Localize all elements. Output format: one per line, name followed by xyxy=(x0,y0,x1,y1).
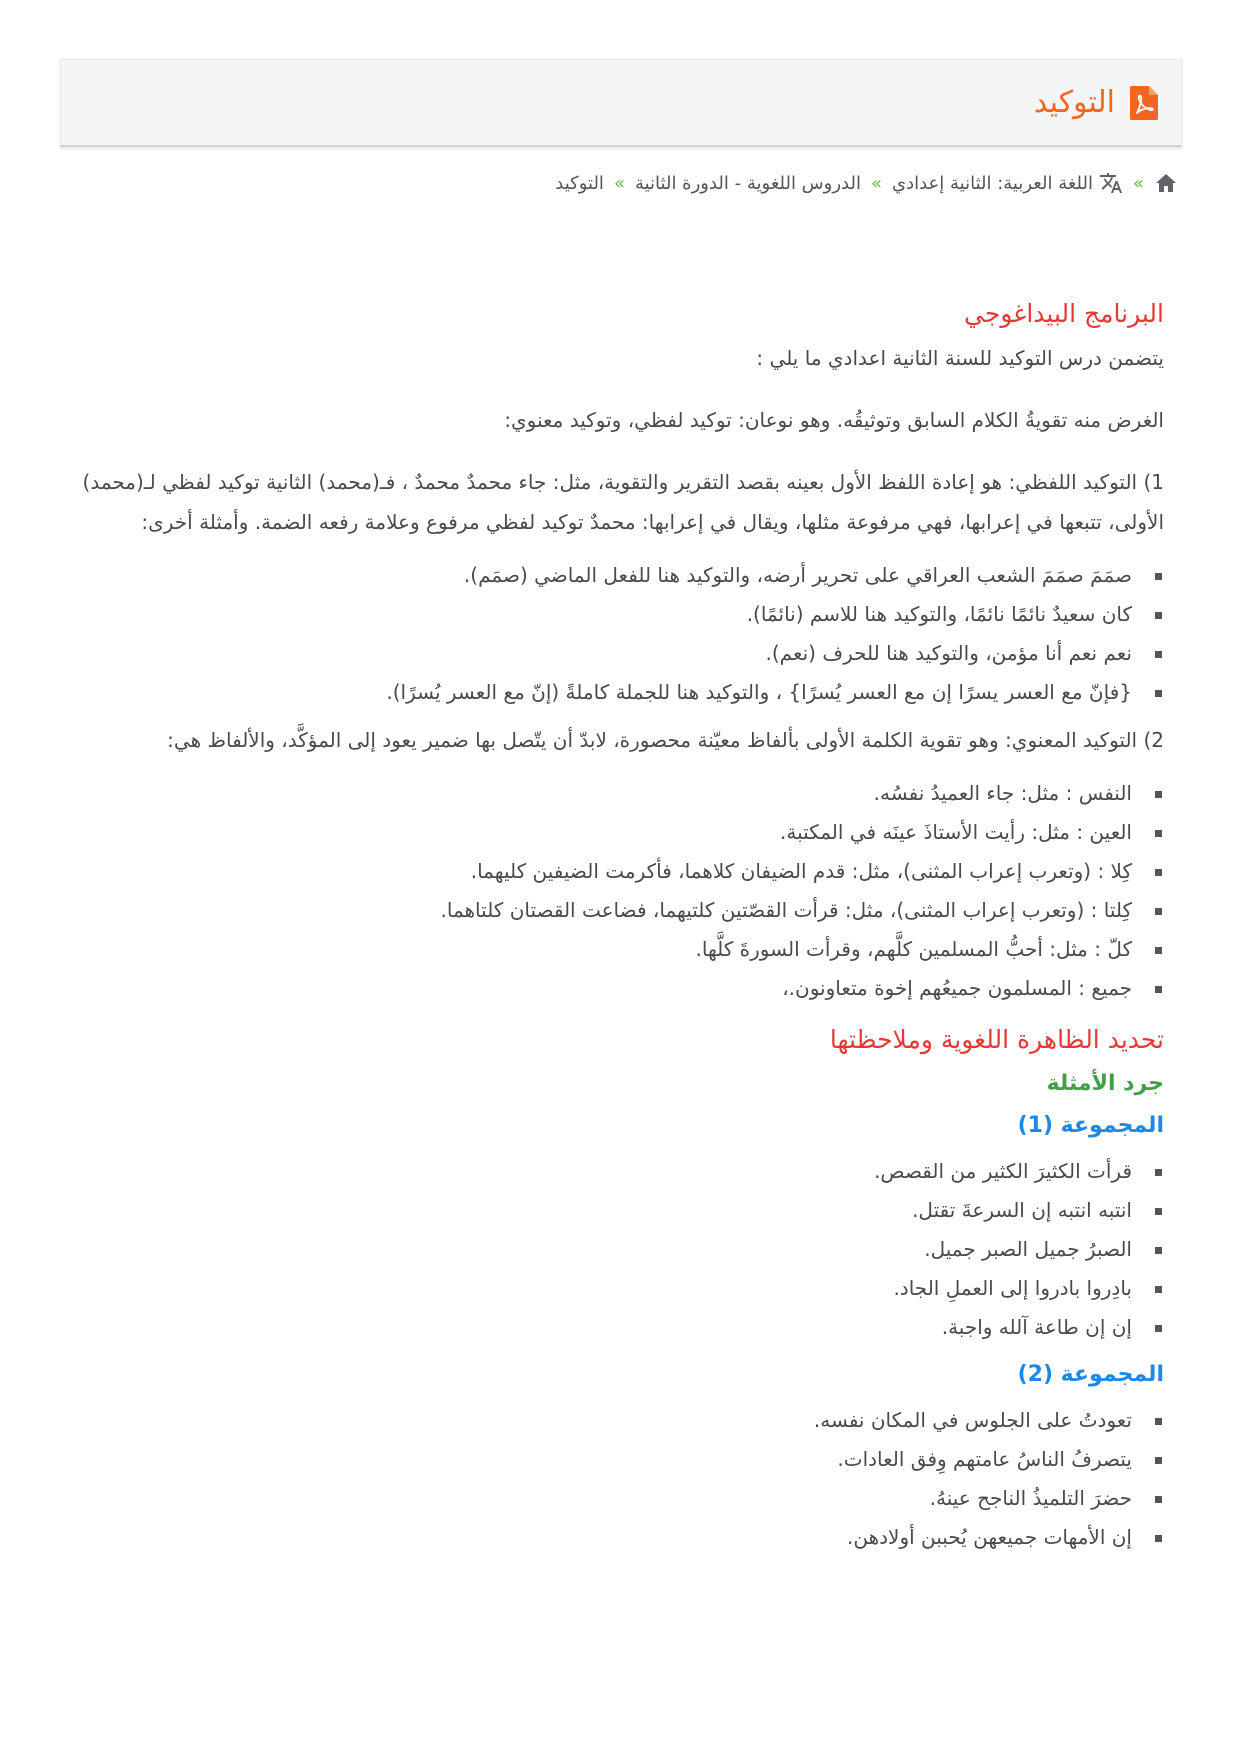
list-item: الصبرُ جميل الصبر جميل. xyxy=(74,1230,1164,1269)
section-title-phenomenon: تحديد الظاهرة اللغوية وملاحظتها xyxy=(829,1025,1164,1054)
list-item: تعودتُ على الجلوس في المكان نفسه. xyxy=(74,1401,1164,1440)
list-item: {فإنّ مع العسر يسرًا إن مع العسر يُسرًا} ، والتوكيد هنا للجملة كاملةً (إنّ مع العسر يُسرًا). xyxy=(74,673,1164,712)
page-header xyxy=(60,59,1182,147)
list-item: قرأت الكثيرَ الكثير من القصص. xyxy=(74,1152,1164,1191)
group-2-list xyxy=(74,1401,1164,1557)
list-item: إن الأمهات جميعهن يُحببن أولادهن. xyxy=(74,1518,1164,1557)
breadcrumb-separator: » xyxy=(1132,172,1144,194)
manawi-definition: 2) التوكيد المعنوي: وهو تقوية الكلمة الأولى بألفاظ معيّنة محصورة، لابدّ أن يتّصل بها ضمير يعود إلى المؤكَّد، والألفاظ هي: xyxy=(167,728,1164,752)
list-item: كِلتا : (وتعرب إعراب المثنى)، مثل: قرأت القصّتين كلتيهما، فضاعت القصتان كلتاهما. xyxy=(74,891,1164,930)
page-title: التوكيد xyxy=(1033,85,1115,120)
translate-icon xyxy=(1099,171,1123,195)
pdf-icon[interactable] xyxy=(1129,85,1159,121)
group-1-title: المجموعة (1) xyxy=(1017,1113,1164,1138)
lafzi-examples-list xyxy=(74,556,1164,712)
breadcrumb-separator: » xyxy=(613,172,625,194)
list-item: كان سعيدٌ نائمًا نائمًا، والتوكيد هنا للاسم (نائمًا). xyxy=(74,595,1164,634)
list-item: كِلا : (وتعرب إعراب المثنى)، مثل: قدم الضيفان كلاهما، فأكرمت الضيفين كليهما. xyxy=(74,852,1164,891)
manawi-examples-list xyxy=(74,774,1164,1008)
list-item: حضرَ التلميذُ الناجح عينهُ. xyxy=(74,1479,1164,1518)
list-item: نعم نعم أنا مؤمن، والتوكيد هنا للحرف (نعم). xyxy=(74,634,1164,673)
breadcrumb-item-label: اللغة العربية: الثانية إعدادي xyxy=(891,172,1093,194)
lafzi-definition: 1) التوكيد اللفظي: هو إعادة اللفظ الأول بعينه بقصد التقرير والتقوية، مثل: جاء محمدٌ محمدٌ ، فـ(محمد) الثانية توكيد لفظي لـ(محمد) الأولى، تتبعها في إعرابها، فهي مرفوعة مثلها، ويقال في إعرابها: محمدٌ توكيد لفظي مرفوع وعلامة رفعه الضمة. وأمثلة أخرى: xyxy=(82,470,1164,534)
lesson-content xyxy=(74,292,1164,1565)
purpose-text: الغرض منه تقويةُ الكلام السابق وتوثيقُه. وهو نوعان: توكيد لفظي، وتوكيد معنوي: xyxy=(504,408,1164,432)
list-item: إن إن طاعة آلله واجبة. xyxy=(74,1308,1164,1347)
breadcrumb xyxy=(555,166,1178,200)
list-item: صمَمَ صمَمَ الشعب العراقي على تحرير أرضه، والتوكيد هنا للفعل الماضي (صمَم). xyxy=(74,556,1164,595)
subtitle-examples: جرد الأمثلة xyxy=(1046,1071,1164,1096)
list-item: العين : مثل: رأيت الأستاذَ عينَه في المكتبة. xyxy=(74,813,1164,852)
breadcrumb-separator: » xyxy=(870,172,882,194)
section-title-program: البرنامج البيداغوجي xyxy=(964,299,1164,328)
list-item: بادِروا بادروا إلى العملِ الجاد. xyxy=(74,1269,1164,1308)
list-item: النفس : مثل: جاء العميدُ نفسُه. xyxy=(74,774,1164,813)
breadcrumb-item-current: التوكيد xyxy=(555,172,604,194)
list-item: يتصرفُ الناسُ عامتهم وِفق العادات. xyxy=(74,1440,1164,1479)
list-item: كلّ : مثل: أحبُّ المسلمين كلَّهم، وقرأت السورةَ كلَّها. xyxy=(74,930,1164,969)
group-2-title: المجموعة (2) xyxy=(1017,1362,1164,1387)
breadcrumb-item-arabic[interactable] xyxy=(892,171,1123,195)
home-icon xyxy=(1154,171,1178,195)
list-item: انتبه انتبه إن السرعةَ تقتل. xyxy=(74,1191,1164,1230)
breadcrumb-home[interactable] xyxy=(1154,171,1178,195)
group-1-list xyxy=(74,1152,1164,1347)
list-item: جميع : المسلمون جميعُهم إخوة متعاونون.، xyxy=(74,969,1164,1008)
intro-text: يتضمن درس التوكيد للسنة الثانية اعدادي ما يلي : xyxy=(756,346,1164,370)
breadcrumb-item-lessons[interactable]: الدروس اللغوية - الدورة الثانية xyxy=(634,172,861,194)
